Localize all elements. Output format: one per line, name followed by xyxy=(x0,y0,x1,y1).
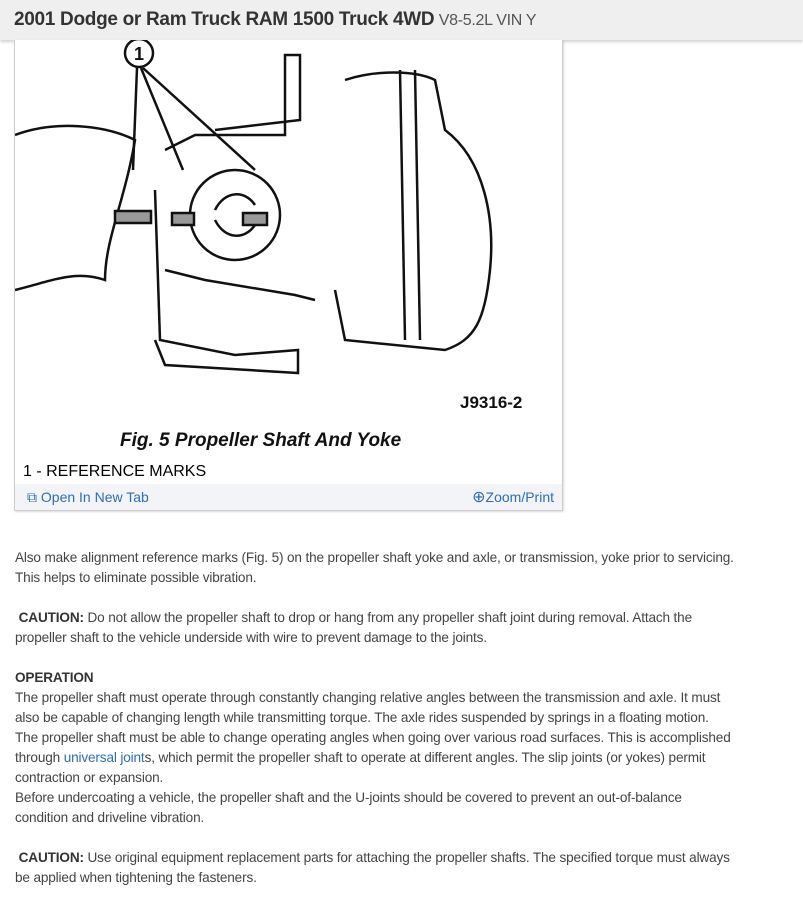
open-new-tab-link[interactable] xyxy=(27,489,149,506)
caution-label: CAUTION: xyxy=(18,610,84,625)
text-line: Also make alignment reference marks (Fig. 5) on the propeller shaft yoke and axle, or transmission, yoke prior to servicing. xyxy=(15,550,734,565)
text-line: This helps to eliminate possible vibration. xyxy=(15,570,257,585)
figure-code: J9316-2 xyxy=(460,393,523,412)
text-line: also be capable of changing length while transmitting torque. The axle rides suspended by springs in a floating motion. xyxy=(15,710,709,725)
vehicle-title: 2001 Dodge or Ram Truck RAM 1500 Truck 4WD xyxy=(14,9,435,30)
engine-subtitle: V8-5.2L VIN Y xyxy=(438,12,537,29)
caution-paragraph-2 xyxy=(15,848,795,888)
callout-number: 1 xyxy=(133,44,145,64)
figure-caption: Fig. 5 Propeller Shaft And Yoke xyxy=(120,430,402,451)
figure-toolbar xyxy=(15,484,562,510)
operation-heading: OPERATION xyxy=(15,670,94,685)
caution-paragraph xyxy=(15,608,795,648)
text-line: s, which permit the propeller shaft to operate at different angles. The slip joints (or yokes) permit xyxy=(144,750,706,765)
text-line: condition and driveline vibration. xyxy=(15,810,205,825)
operation-section xyxy=(15,668,795,828)
text-line: through xyxy=(15,750,64,765)
figure-panel xyxy=(14,40,563,511)
zoom-in-icon: ⊕ xyxy=(472,489,486,506)
text-line: Before undercoating a vehicle, the propeller shaft and the U-joints should be covered to prevent an out-of-balance xyxy=(15,790,682,805)
text-line: Use original equipment replacement parts for attaching the propeller shafts. The specified torque must always xyxy=(83,850,730,865)
page-header xyxy=(0,0,803,40)
open-new-tab-label: Open In New Tab xyxy=(40,489,149,505)
open-new-tab-icon: ⧉ xyxy=(27,489,37,505)
text-line: Do not allow the propeller shaft to drop or hang from any propeller shaft joint during removal. Attach the xyxy=(83,610,692,625)
figure-legend: 1 - REFERENCE MARKS xyxy=(23,463,207,480)
article-content xyxy=(15,548,795,908)
zoom-print-label: Zoom/Print xyxy=(485,489,554,505)
universal-joint-link[interactable]: universal joint xyxy=(63,750,145,765)
zoom-print-link[interactable] xyxy=(472,487,554,507)
text-line: propeller shaft to the vehicle underside with wire to prevent damage to the joints. xyxy=(15,630,487,645)
text-line: be applied when tightening the fasteners. xyxy=(15,870,257,885)
text-line: The propeller shaft must operate through constantly changing relative angles between the transmission and axle. It must xyxy=(15,690,721,705)
text-line: contraction or expansion. xyxy=(15,770,164,785)
text-line: The propeller shaft must be able to change operating angles when going over various road surfaces. This is accomplished xyxy=(15,730,731,745)
caution-label: CAUTION: xyxy=(18,850,84,865)
paragraph-alignment xyxy=(15,548,795,588)
